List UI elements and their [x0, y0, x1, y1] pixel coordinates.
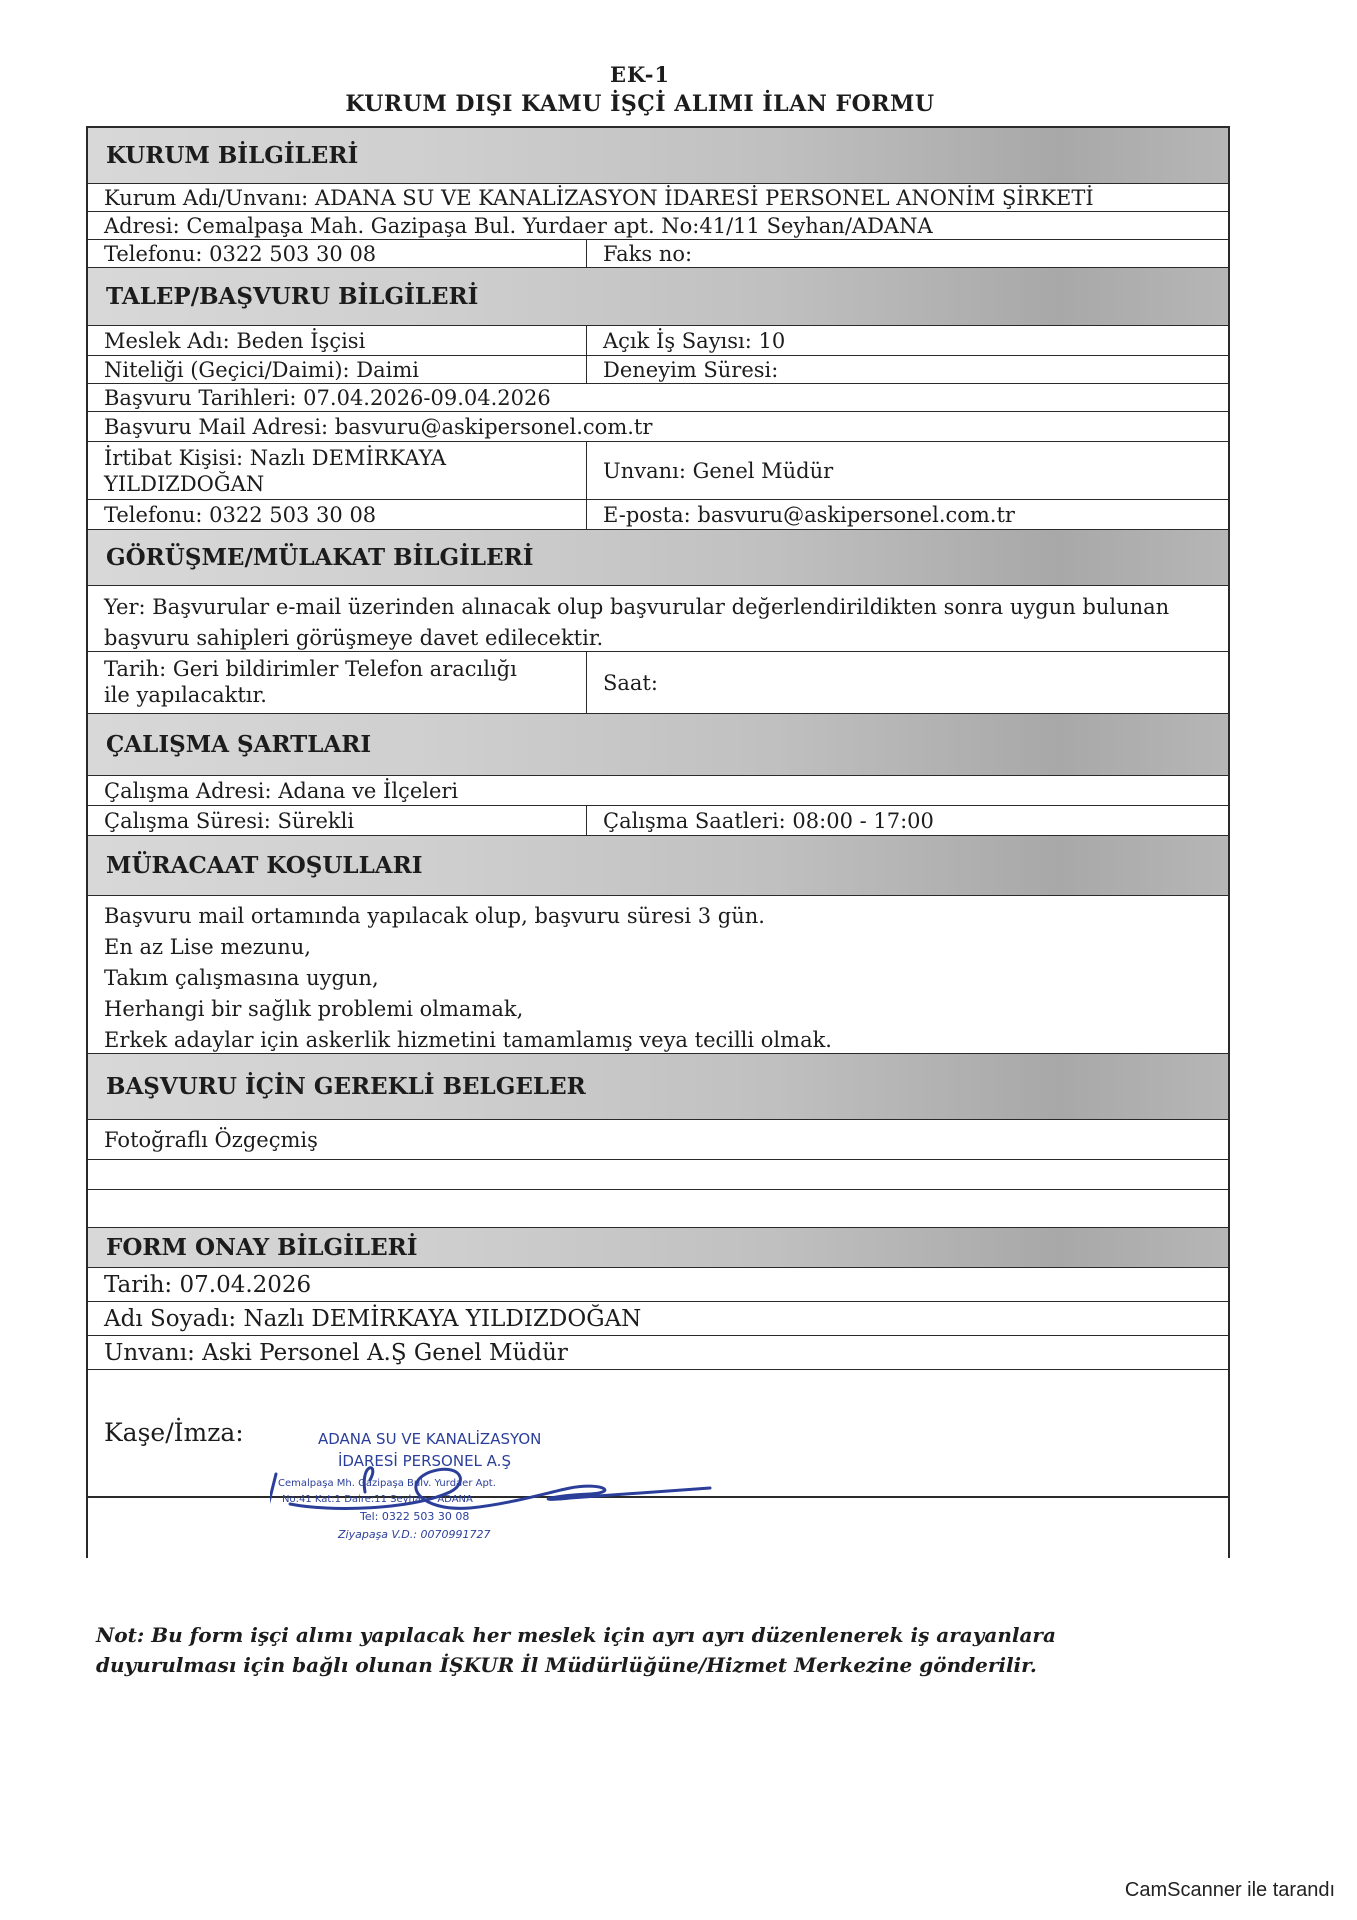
section-title: MÜRACAAT KOŞULLARI: [106, 851, 423, 879]
kurum-name: Kurum Adı/Unvanı: ADANA SU VE KANALİZASYON İDARESİ PERSONEL ANONİM ŞİRKETİ: [104, 185, 1094, 210]
section-title: TALEP/BAŞVURU BİLGİLERİ: [106, 282, 479, 310]
condition-item: Herhangi bir sağlık problemi olmamak,: [104, 997, 524, 1021]
section-title: BAŞVURU İÇİN GEREKLİ BELGELER: [106, 1072, 586, 1100]
contact-phone: Telefonu: 0322 503 30 08: [104, 502, 377, 527]
section-title: KURUM BİLGİLERİ: [106, 141, 359, 169]
contact-email: E-posta: basvuru@askipersonel.com.tr: [586, 500, 1228, 529]
calisma-duration-row: [88, 806, 1228, 836]
annex-label: EK-1: [609, 62, 671, 87]
occupation: Meslek Adı: Beden İşçisi: [104, 328, 366, 353]
document-item: [88, 1190, 1228, 1227]
talep-mail-row: [88, 412, 1228, 442]
section-talep-header: [88, 268, 1228, 326]
approval-date: Tarih: 07.04.2026: [104, 1271, 312, 1298]
condition-item: Erkek adaylar için askerlik hizmetini tamamlamış veya tecilli olmak.: [104, 1028, 832, 1052]
stamp-signature-svg: [270, 1422, 740, 1552]
kurum-contact-row: [88, 240, 1228, 268]
footer-note: [96, 1620, 1196, 1680]
section-title: FORM ONAY BİLGİLERİ: [106, 1233, 418, 1261]
job-type: Niteliği (Geçici/Daimi): Daimi: [104, 357, 419, 382]
company-stamp: [270, 1422, 740, 1552]
kurum-fax: Faks no:: [586, 240, 1228, 267]
gorusme-date-row: [88, 652, 1228, 714]
signature-stroke: [270, 1468, 710, 1514]
application-dates: Başvuru Tarihleri: 07.04.2026-09.04.2026: [104, 385, 551, 410]
open-jobs: Açık İş Sayısı: 10: [586, 326, 1228, 355]
contact-line-2: YILDIZDOĞAN: [104, 472, 265, 496]
section-title: GÖRÜŞME/MÜLAKAT BİLGİLERİ: [106, 543, 534, 571]
talep-dates-row: [88, 384, 1228, 412]
onay-name-row: [88, 1302, 1228, 1336]
interview-date-line-2: ile yapılacaktır.: [104, 683, 267, 707]
calisma-address-row: [88, 776, 1228, 806]
kurum-name-row: [88, 184, 1228, 212]
note-text: Bu form işçi alımı yapılacak her meslek için ayrı ayrı düzenlenerek iş arayanlara duyurulması için bağlı olunan İŞKUR İl Müdürlüğüne/Hizmet Merkezine gönderilir.: [96, 1623, 1056, 1677]
application-mail: Başvuru Mail Adresi: basvuru@askipersonel.com.tr: [104, 414, 653, 439]
contact-line-1: İrtibat Kişisi: Nazlı DEMİRKAYA: [104, 446, 447, 470]
kurum-address-row: [88, 212, 1228, 240]
condition-item: Takım çalışmasına uygun,: [104, 966, 379, 990]
contact-person: [88, 442, 586, 499]
section-onay-header: [88, 1228, 1228, 1268]
belge-row: [88, 1190, 1228, 1228]
talep-occupation-row: [88, 326, 1228, 356]
stamp-line-3: Cemalpaşa Mh. Gazipaşa Bulv. Yurdaer Apt.: [278, 1478, 496, 1489]
onay-date-row: [88, 1268, 1228, 1302]
contact-title: Unvanı: Genel Müdür: [586, 442, 1228, 499]
talep-type-row: [88, 356, 1228, 384]
document-item: [88, 1160, 1228, 1189]
document-item: Fotoğraflı Özgeçmiş: [104, 1127, 318, 1152]
work-hours: Çalışma Saatleri: 08:00 - 17:00: [586, 806, 1228, 835]
stamp-line-1: ADANA SU VE KANALİZASYON: [318, 1430, 542, 1448]
scanner-watermark: CamScanner ile tarandı: [1124, 1879, 1335, 1901]
belge-row: [88, 1120, 1228, 1160]
interview-time: Saat:: [586, 652, 1228, 713]
work-address: Çalışma Adresi: Adana ve İlçeleri: [104, 778, 459, 803]
work-duration: Çalışma Süresi: Sürekli: [104, 808, 355, 833]
seal-label: Kaşe/İmza:: [104, 1418, 244, 1447]
onay-title-row: [88, 1336, 1228, 1370]
section-title: ÇALIŞMA ŞARTLARI: [106, 730, 372, 758]
belge-row: [88, 1160, 1228, 1190]
experience: Deneyim Süresi:: [586, 356, 1228, 383]
form-title: KURUM DIŞI KAMU İŞÇİ ALIMI İLAN FORMU: [345, 91, 935, 117]
condition-item: En az Lise mezunu,: [104, 935, 311, 959]
section-gorusme-header: [88, 530, 1228, 586]
interview-date-line-1: Tarih: Geri bildirimler Telefon aracılığı: [104, 657, 517, 681]
kurum-address: Adresi: Cemalpaşa Mah. Gazipaşa Bul. Yurdaer apt. No:41/11 Seyhan/ADANA: [104, 213, 933, 238]
condition-item: Başvuru mail ortamında yapılacak olup, başvuru süresi 3 gün.: [104, 904, 765, 928]
form-header: [0, 62, 1280, 117]
stamp-line-5: Tel: 0322 503 30 08: [360, 1510, 470, 1523]
interview-place: Yer: Başvurular e-mail üzerinden alınacak olup başvurular değerlendirildikten sonra uygun bulunan başvuru sahipleri görüşmeye davet edilecektir.: [104, 595, 1170, 650]
approval-name: Adı Soyadı: Nazlı DEMİRKAYA YILDIZDOĞAN: [104, 1305, 642, 1332]
conditions-list: [88, 896, 1228, 1053]
stamp-line-2: İDARESİ PERSONEL A.Ş: [338, 1452, 511, 1470]
section-muracaat-header: [88, 836, 1228, 896]
stamp-line-6: Ziyapaşa V.D.: 0070991727: [338, 1528, 491, 1541]
talep-contact-row: [88, 442, 1228, 500]
approval-title: Unvanı: Aski Personel A.Ş Genel Müdür: [104, 1339, 568, 1366]
stamp-line-4: No:41 Kat:1 Daire:11 Seyhan - ADANA: [282, 1494, 473, 1505]
talep-phone-row: [88, 500, 1228, 530]
section-belgeler-header: [88, 1054, 1228, 1120]
gorusme-place-row: [88, 586, 1228, 652]
muracaat-list-row: [88, 896, 1228, 1054]
kurum-phone: Telefonu: 0322 503 30 08: [104, 241, 377, 266]
section-kurum-header: [88, 128, 1228, 184]
section-calisma-header: [88, 714, 1228, 776]
note-label: Not:: [96, 1623, 145, 1647]
form-table: [86, 126, 1230, 1558]
interview-date: [88, 652, 586, 713]
